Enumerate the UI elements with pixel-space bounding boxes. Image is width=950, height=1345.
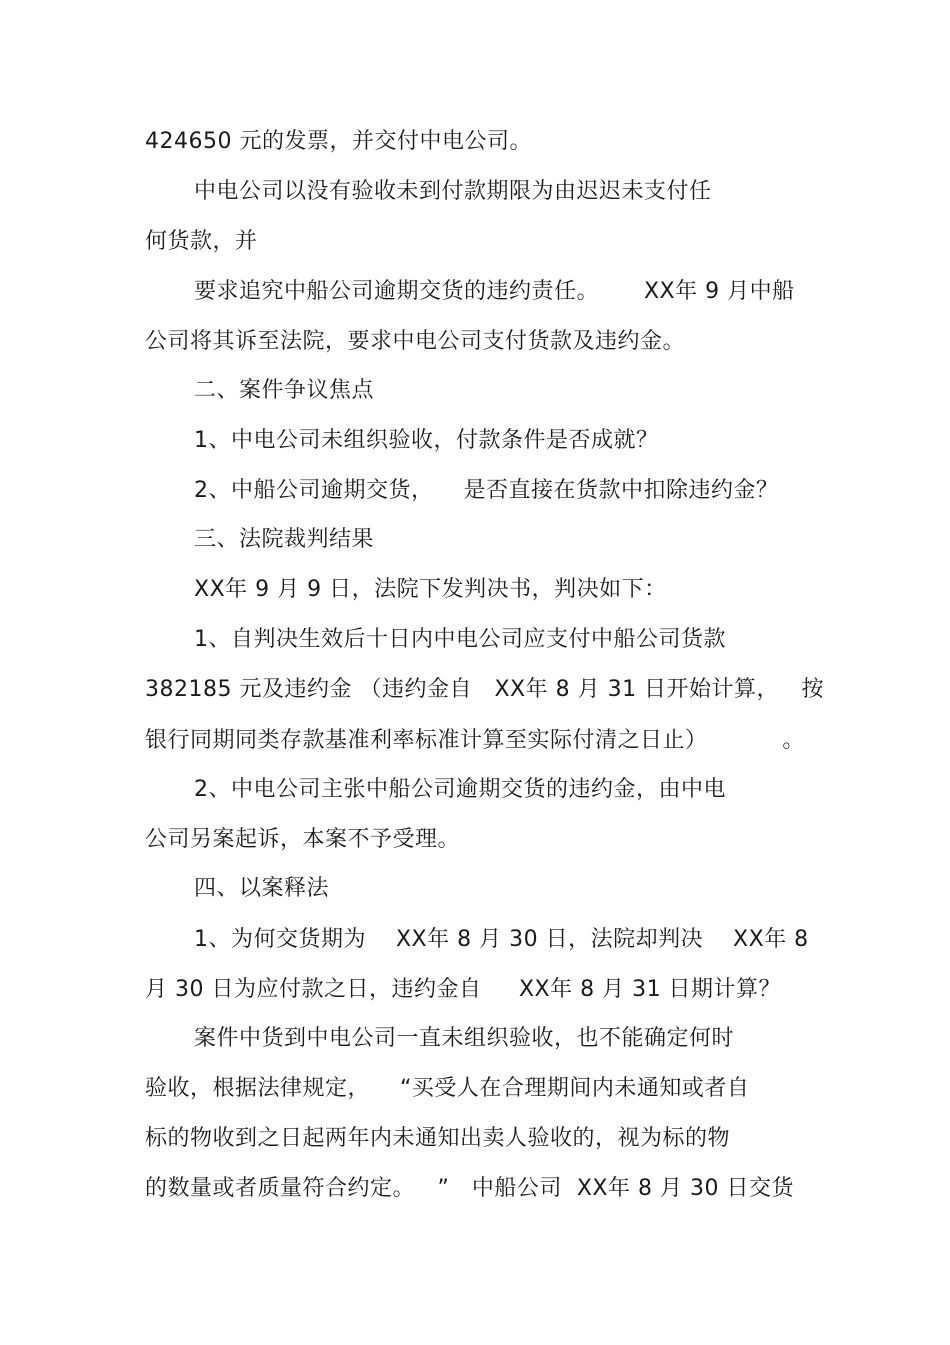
section-heading: 四、以案释法 — [194, 876, 330, 901]
text-line: 何货款，并 — [145, 229, 258, 254]
text-line: 2、中电公司主张中船公司逾期交货的违约金，由中电 — [194, 777, 726, 802]
text-line: 验收，根据法律规定， “买受人在合理期间内未通知或者自 — [145, 1076, 750, 1101]
text-line: 中电公司以没有验收未到付款期限为由迟迟未支付任 — [194, 179, 712, 204]
text-line: 银行同期同类存款基准利率标准计算至实际付清之日止） 。 — [145, 728, 805, 753]
text-line: 1、为何交货期为 XX年 8 月 30 日，法院却判决 XX年 8 — [194, 927, 809, 952]
text-line: 2、中船公司逾期交货， 是否直接在货款中扣除违约金？ — [194, 478, 779, 503]
text-line: 月 30 日为应付款之日，违约金自 XX年 8 月 31 日期计算？ — [145, 977, 782, 1002]
section-heading: 三、法院裁判结果 — [194, 527, 375, 552]
section-heading: 二、案件争议焦点 — [194, 378, 375, 403]
text-line: 案件中货到中电公司一直未组织验收，也不能确定何时 — [194, 1026, 735, 1051]
text-line: 382185 元及违约金 （违约金自 XX年 8 月 31 日开始计算， 按 — [145, 677, 825, 702]
text-line: 424650 元的发票，并交付中电公司。 — [145, 129, 532, 154]
text-line: 1、中电公司未组织验收，付款条件是否成就？ — [194, 428, 659, 453]
text-line: XX年 9 月 9 日，法院下发判决书，判决如下： — [194, 577, 667, 602]
text-line: 的数量或者质量符合约定。 ” 中船公司 XX年 8 月 30 日交货 — [145, 1176, 794, 1201]
text-line: 公司将其诉至法院，要求中电公司支付货款及违约金。 — [145, 329, 686, 354]
text-line: 公司另案起诉，本案不予受理。 — [145, 827, 461, 852]
text-line: 要求追究中船公司逾期交货的违约责任。 XX年 9 月中船 — [194, 279, 795, 304]
text-line: 1、自判决生效后十日内中电公司应支付中船公司货款 — [194, 627, 726, 652]
text-line: 标的物收到之日起两年内未通知出卖人验收的，视为标的物 — [145, 1126, 731, 1151]
